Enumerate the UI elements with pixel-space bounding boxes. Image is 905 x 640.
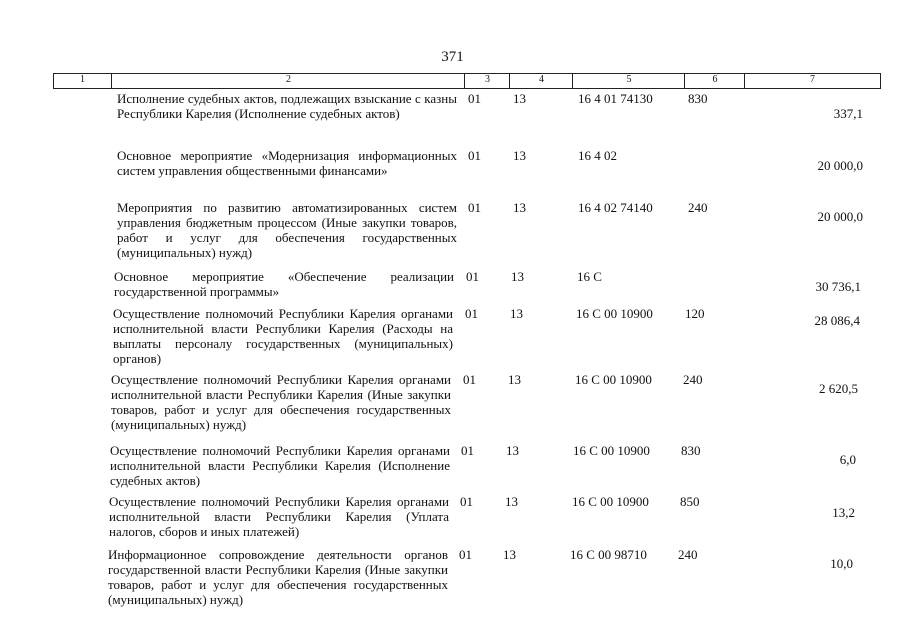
row-description: Осуществление полномочий Республики Карелия органами исполнительной власти Республики Карелия (Уплата налогов, сборов и иных платежей) <box>109 494 449 539</box>
row-description: Исполнение судебных актов, подлежащих взыскание с казны Республики Карелия (Исполнение судебных актов) <box>117 91 457 121</box>
row-description: Мероприятия по развитию автоматизированных систем управления бюджетным процессом (Иные закупки товаров, работ и услуг для обеспечения государственных (муниципальных) нужд) <box>117 200 457 260</box>
column-header-3: 3 <box>464 74 510 88</box>
row-subsection-code: 13 <box>513 200 526 215</box>
row-section-code: 01 <box>461 443 474 458</box>
row-expense-type: 830 <box>681 443 701 458</box>
column-header-5: 5 <box>572 74 685 88</box>
row-section-code: 01 <box>468 148 481 163</box>
row-amount: 337,1 <box>833 106 863 121</box>
row-target-article: 16 С 00 10900 <box>572 494 649 509</box>
row-amount: 20 000,0 <box>817 209 863 224</box>
row-section-code: 01 <box>465 306 478 321</box>
row-subsection-code: 13 <box>513 148 526 163</box>
row-expense-type: 120 <box>685 306 705 321</box>
row-subsection-code: 13 <box>513 91 526 106</box>
row-expense-type: 830 <box>688 91 708 106</box>
column-header-row <box>53 73 881 89</box>
row-amount: 28 086,4 <box>814 313 860 328</box>
row-target-article: 16 С 00 10900 <box>576 306 653 321</box>
row-target-article: 16 4 01 74130 <box>578 91 653 106</box>
row-expense-type: 240 <box>678 547 698 562</box>
row-target-article: 16 С <box>577 269 602 284</box>
row-target-article: 16 С 00 10900 <box>573 443 650 458</box>
row-amount: 10,0 <box>830 556 853 571</box>
row-section-code: 01 <box>463 372 476 387</box>
row-section-code: 01 <box>468 200 481 215</box>
row-section-code: 01 <box>459 547 472 562</box>
row-target-article: 16 4 02 <box>578 148 617 163</box>
row-expense-type: 240 <box>683 372 703 387</box>
row-section-code: 01 <box>466 269 479 284</box>
row-description: Основное мероприятие «Модернизация информационных систем управления общественными финансами» <box>117 148 457 178</box>
row-amount: 6,0 <box>839 452 856 467</box>
row-target-article: 16 4 02 74140 <box>578 200 653 215</box>
row-amount: 30 736,1 <box>815 279 861 294</box>
page-number: 371 <box>441 49 464 65</box>
row-subsection-code: 13 <box>511 269 524 284</box>
row-description: Основное мероприятие «Обеспечение реализации государственной программы» <box>114 269 454 299</box>
row-target-article: 16 С 00 98710 <box>570 547 647 562</box>
row-subsection-code: 13 <box>505 494 518 509</box>
row-description: Осуществление полномочий Республики Карелия органами исполнительной власти Республики Карелия (Иные закупки товаров, работ и услуг для обеспечения государственных (муниципальных) нужд) <box>111 372 451 432</box>
column-header-4: 4 <box>509 74 573 88</box>
row-description: Информационное сопровождение деятельности органов государственной власти Республики Карелия (Иные закупки товаров, работ и услуг для обеспечения государственных (муниципальных) нужд) <box>108 547 448 607</box>
row-expense-type: 850 <box>680 494 700 509</box>
row-subsection-code: 13 <box>510 306 523 321</box>
row-expense-type: 240 <box>688 200 708 215</box>
column-header-6: 6 <box>684 74 745 88</box>
row-subsection-code: 13 <box>506 443 519 458</box>
row-amount: 13,2 <box>832 505 855 520</box>
row-subsection-code: 13 <box>508 372 521 387</box>
row-description: Осуществление полномочий Республики Карелия органами исполнительной власти Республики Карелия (Исполнение судебных актов) <box>110 443 450 488</box>
row-target-article: 16 С 00 10900 <box>575 372 652 387</box>
row-amount: 2 620,5 <box>819 381 858 396</box>
row-amount: 20 000,0 <box>817 158 863 173</box>
row-description: Осуществление полномочий Республики Карелия органами исполнительной власти Республики Карелия (Расходы на выплаты персоналу государственных (муниципальных) органов) <box>113 306 453 366</box>
row-section-code: 01 <box>460 494 473 509</box>
column-header-7: 7 <box>744 74 880 88</box>
column-header-1: 1 <box>80 74 85 85</box>
row-subsection-code: 13 <box>503 547 516 562</box>
row-section-code: 01 <box>468 91 481 106</box>
column-header-2: 2 <box>111 74 465 88</box>
